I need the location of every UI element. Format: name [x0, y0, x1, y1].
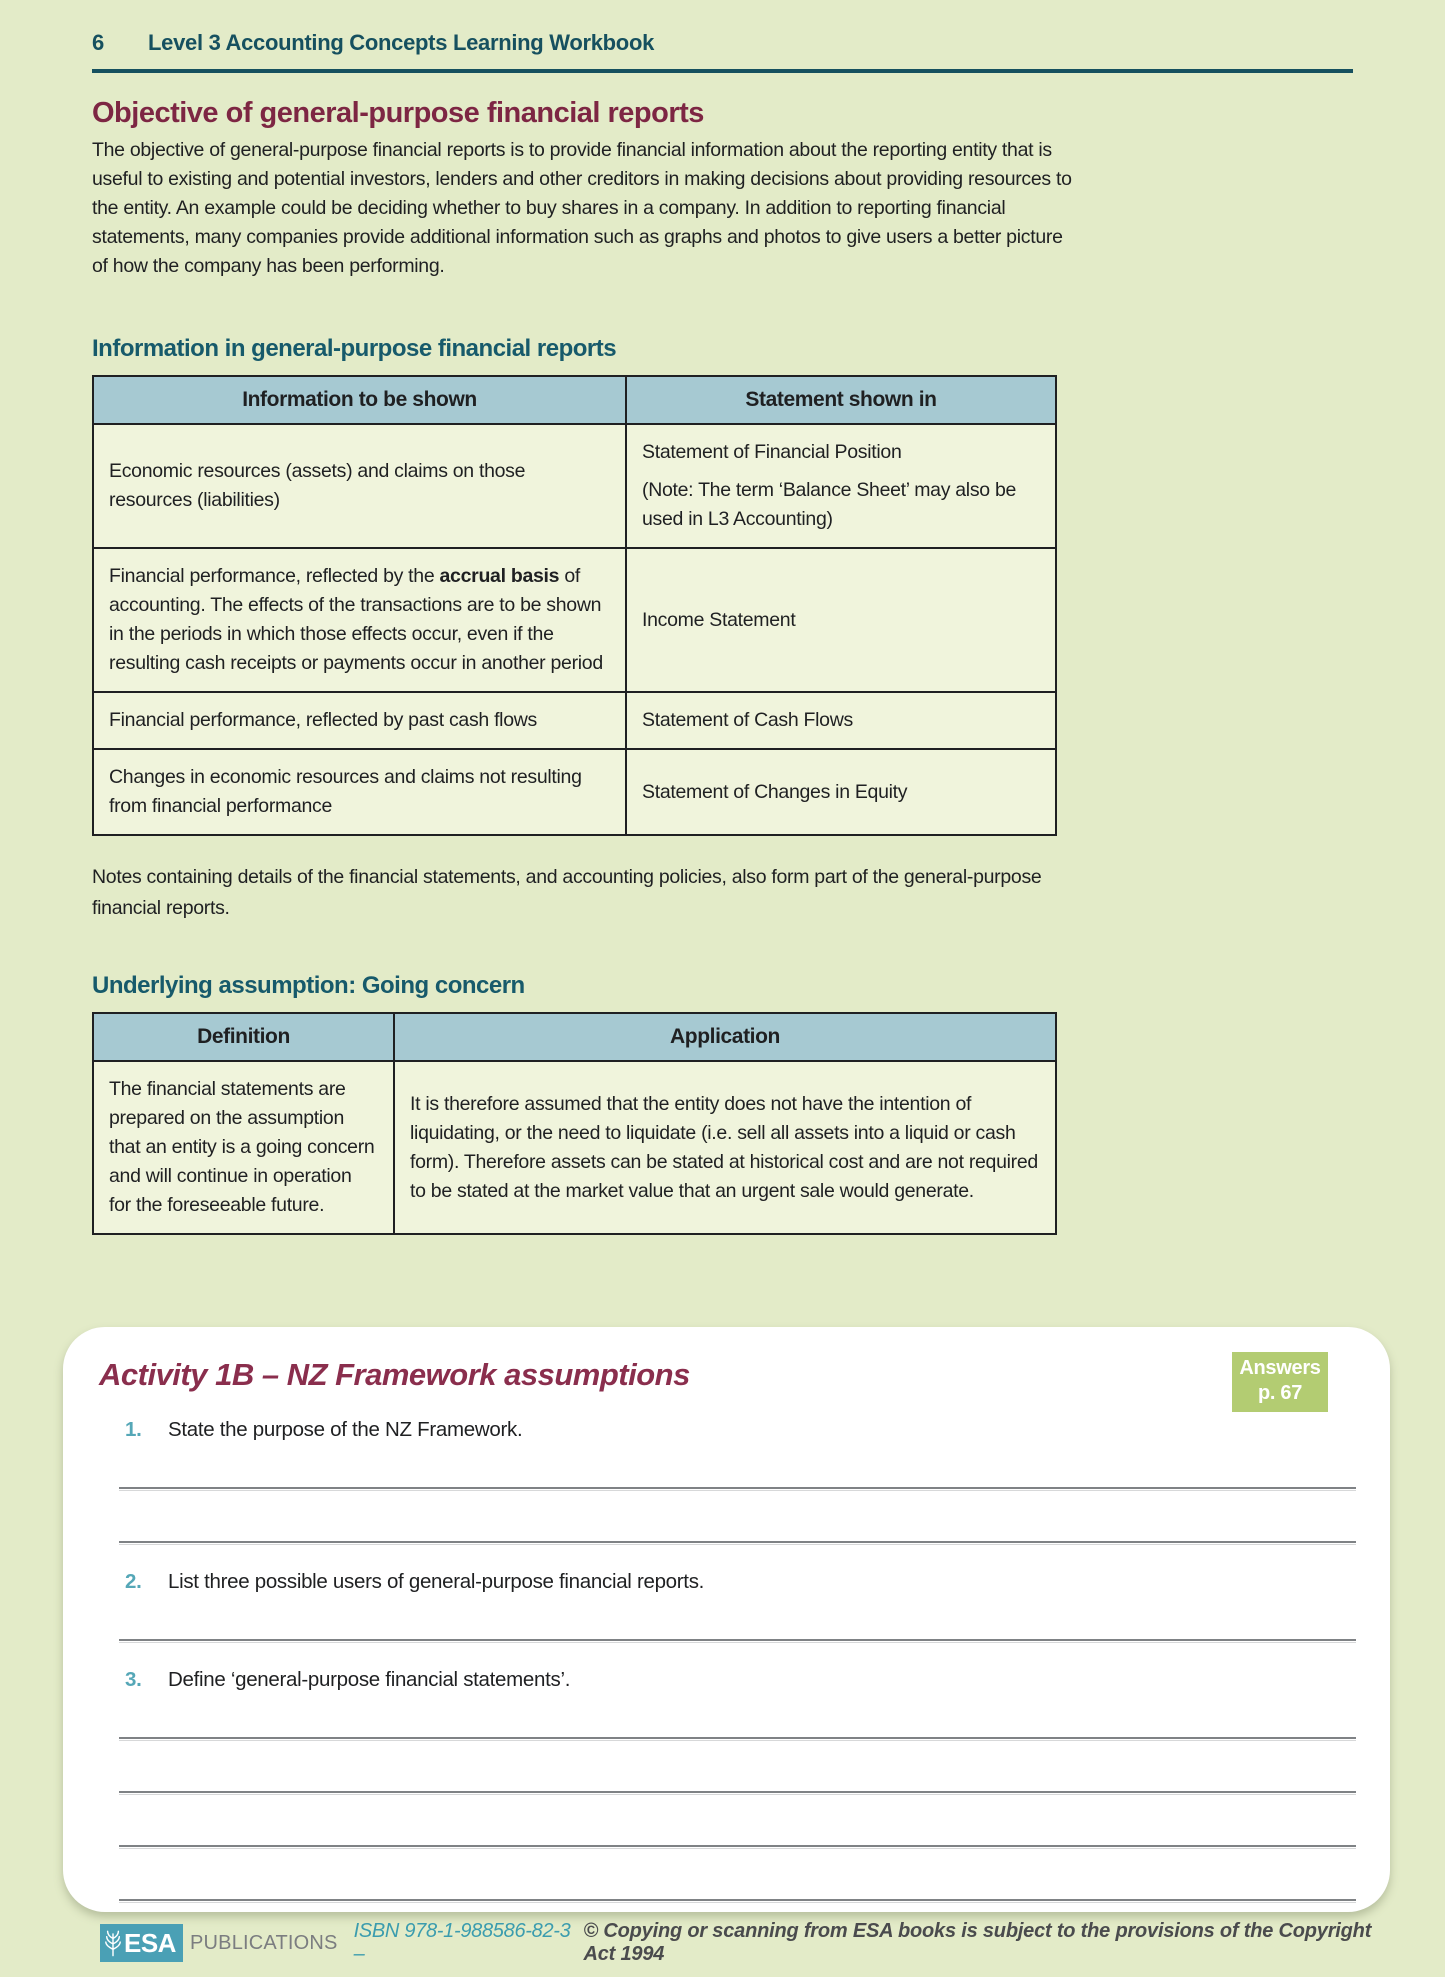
col-header-statement: Statement shown in	[626, 376, 1056, 424]
question-1	[125, 1417, 1356, 1443]
running-header	[92, 30, 1353, 56]
stmt-line: Statement of Financial Position	[642, 441, 902, 463]
table-row	[93, 1061, 1056, 1234]
question-number: 1.	[125, 1418, 142, 1441]
cell-info-accrual	[93, 548, 626, 692]
subheading-going-concern: Underlying assumption: Going concern	[92, 972, 525, 999]
info-text: Financial performance, reflected by the	[109, 565, 440, 587]
esa-logo-text: ESA	[124, 1927, 176, 1958]
activity-card	[63, 1327, 1390, 1912]
question-text: Define ‘general-purpose financial statements’.	[168, 1668, 571, 1691]
info-text: of accounting. The effects of the transactions are to be shown in the periods in which those effects occur, even if the resulting cash receipts or payments occur in another period	[109, 565, 603, 674]
answer-line	[119, 1845, 1356, 1849]
workbook-page	[92, 0, 1353, 1235]
answer-line	[119, 1791, 1356, 1795]
copyright-text: © Copying or scanning from ESA books is subject to the provisions of the Copyright Act 1994	[583, 1920, 1372, 1965]
table-header-row	[93, 1013, 1056, 1061]
notes-paragraph: Notes containing details of the financial statements, and accounting policies, also form part of the general-purpose financial reports.	[92, 866, 1042, 919]
info-bold-text: accrual basis	[439, 565, 560, 587]
cell-stmt-cash-flows: Statement of Cash Flows	[626, 692, 1056, 749]
question-text: State the purpose of the NZ Framework.	[168, 1418, 523, 1441]
table-row	[93, 692, 1056, 749]
table-row	[93, 424, 1056, 548]
answer-line	[119, 1639, 1356, 1643]
cell-stmt-financial-position	[626, 424, 1056, 548]
question-number: 2.	[125, 1570, 142, 1593]
book-title: Level 3 Accounting Concepts Learning Workbook	[148, 30, 655, 55]
page-footer	[100, 1922, 1400, 1964]
cell-info-cash-flows: Financial performance, reflected by past cash flows	[93, 692, 626, 749]
col-header-information: Information to be shown	[93, 376, 626, 424]
answers-badge-page: p. 67	[1257, 1382, 1303, 1404]
publisher-label: PUBLICATIONS	[189, 1931, 338, 1954]
cell-info-changes-equity: Changes in economic resources and claims not resulting from financial performance	[93, 749, 626, 835]
table-header-row	[93, 376, 1056, 424]
page-number: 6	[92, 30, 104, 55]
answer-line	[119, 1541, 1356, 1545]
objective-paragraph: The objective of general-purpose financial reports is to provide financial information about the reporting entity that is useful to existing and potential investors, lenders and other creditors in making decisions about providing resources to the entity. An example could be deciding whether to buy shares in a company. In addition to reporting financial statements, many companies provide additional information such as graphs and photos to give users a better picture of how the company has been performing.	[92, 139, 1072, 277]
question-text: List three possible users of general-purpose financial reports.	[168, 1570, 705, 1593]
col-header-application: Application	[394, 1013, 1056, 1061]
col-header-definition: Definition	[93, 1013, 394, 1061]
question-3	[125, 1667, 1356, 1693]
cell-stmt-changes-equity: Statement of Changes in Equity	[626, 749, 1056, 835]
answers-badge-label: Answers	[1239, 1357, 1321, 1379]
answer-line	[119, 1899, 1356, 1903]
isbn-text: ISBN 978-1-988586-82-3 –	[353, 1920, 571, 1965]
subheading-information: Information in general-purpose financial reports	[92, 335, 617, 362]
cell-stmt-income-statement: Income Statement	[626, 548, 1056, 692]
cell-definition: The financial statements are prepared on the assumption that an entity is a going concern and will continue in operation for the foreseeable future.	[93, 1061, 394, 1234]
header-rule	[92, 69, 1353, 73]
cell-info-economic-resources: Economic resources (assets) and claims on those resources (liabilities)	[93, 424, 626, 548]
question-2	[125, 1569, 1356, 1595]
answers-badge	[1232, 1352, 1328, 1412]
going-concern-table	[92, 1012, 1057, 1235]
table-row	[93, 749, 1056, 835]
question-number: 3.	[125, 1668, 142, 1691]
cell-application: It is therefore assumed that the entity does not have the intention of liquidating, or the need to liquidate (i.e. sell all assets into a liquid or cash form). Therefore assets can be stated at historical cost and are not required to be stated at the market value that an urgent sale would generate.	[394, 1061, 1056, 1234]
stmt-note: (Note: The term ‘Balance Sheet’ may also be used in L3 Accounting)	[642, 479, 1017, 530]
esa-logo	[100, 1924, 183, 1962]
information-table	[92, 375, 1057, 836]
wheat-sprig-icon	[104, 1928, 122, 1958]
table-row	[93, 548, 1056, 692]
section-heading-objective: Objective of general-purpose financial reports	[92, 97, 704, 129]
answer-line	[119, 1487, 1356, 1491]
activity-title: Activity 1B – NZ Framework assumptions	[99, 1357, 690, 1392]
answer-line	[119, 1737, 1356, 1741]
